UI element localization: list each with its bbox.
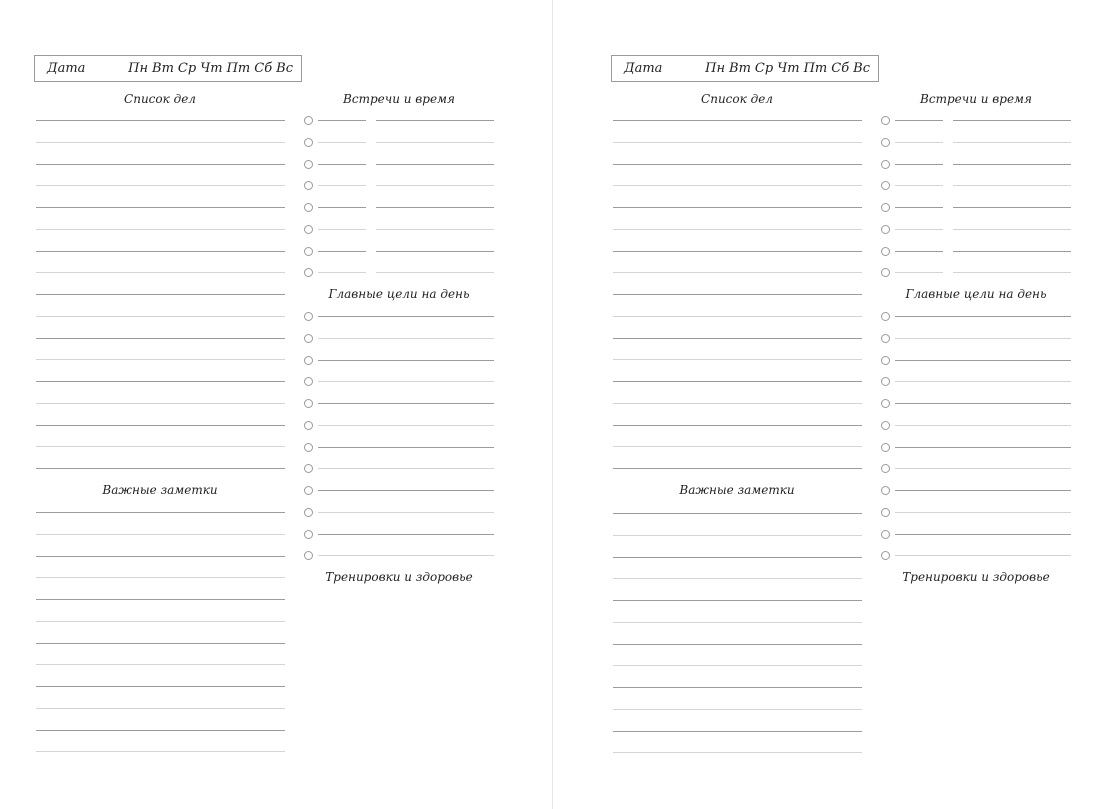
- notes-line[interactable]: [36, 686, 285, 687]
- planner-page-right: [577, 0, 1106, 809]
- goal-line[interactable]: [318, 447, 494, 448]
- todo-line[interactable]: [613, 425, 862, 426]
- goal-checkbox-icon[interactable]: [304, 486, 313, 495]
- weekday-wed[interactable]: Ср: [177, 61, 197, 76]
- goal-line[interactable]: [318, 403, 494, 404]
- notes-line[interactable]: [613, 687, 862, 688]
- meeting-time-line[interactable]: [318, 229, 366, 230]
- meeting-checkbox-icon[interactable]: [304, 116, 313, 125]
- date-box[interactable]: [611, 55, 879, 82]
- meeting-time-line[interactable]: [895, 164, 943, 165]
- meeting-event-line[interactable]: [376, 164, 494, 165]
- todo-line[interactable]: [613, 185, 862, 186]
- notes-line[interactable]: [613, 665, 862, 666]
- goal-checkbox-icon[interactable]: [304, 377, 313, 386]
- todo-line[interactable]: [36, 251, 285, 252]
- meeting-event-line[interactable]: [953, 185, 1071, 186]
- goal-line[interactable]: [895, 360, 1071, 361]
- todo-line[interactable]: [36, 272, 285, 273]
- goal-checkbox-icon[interactable]: [304, 530, 313, 539]
- meeting-time-line[interactable]: [895, 272, 943, 273]
- goal-line[interactable]: [895, 555, 1071, 556]
- todo-line[interactable]: [613, 164, 862, 165]
- date-label: Дата: [624, 61, 663, 76]
- weekday-mon[interactable]: Пн: [705, 61, 726, 76]
- meeting-checkbox-icon[interactable]: [304, 138, 313, 147]
- goal-checkbox-icon[interactable]: [304, 443, 313, 452]
- todo-line[interactable]: [613, 272, 862, 273]
- meeting-event-line[interactable]: [376, 272, 494, 273]
- meeting-event-line[interactable]: [376, 120, 494, 121]
- weekday-sat[interactable]: Сб: [831, 61, 850, 76]
- meeting-checkbox-icon[interactable]: [304, 247, 313, 256]
- goal-line[interactable]: [895, 534, 1071, 535]
- todo-line[interactable]: [613, 142, 862, 143]
- todo-line[interactable]: [613, 403, 862, 404]
- todo-line[interactable]: [613, 359, 862, 360]
- goal-checkbox-icon[interactable]: [304, 551, 313, 560]
- goal-checkbox-icon[interactable]: [881, 399, 890, 408]
- meeting-event-line[interactable]: [376, 142, 494, 143]
- meeting-checkbox-icon[interactable]: [881, 225, 890, 234]
- todo-line[interactable]: [613, 338, 862, 339]
- goal-line[interactable]: [318, 512, 494, 513]
- weekday-wed[interactable]: Ср: [754, 61, 774, 76]
- todo-line[interactable]: [613, 381, 862, 382]
- goal-line[interactable]: [318, 360, 494, 361]
- todo-line[interactable]: [36, 381, 285, 382]
- goal-line[interactable]: [318, 555, 494, 556]
- goal-line[interactable]: [895, 403, 1071, 404]
- goal-line[interactable]: [318, 468, 494, 469]
- weekday-selector: [128, 61, 293, 76]
- todo-line[interactable]: [36, 359, 285, 360]
- goal-checkbox-icon[interactable]: [881, 312, 890, 321]
- goal-line[interactable]: [895, 512, 1071, 513]
- goal-checkbox-icon[interactable]: [881, 551, 890, 560]
- weekday-fri[interactable]: Пт: [226, 61, 251, 76]
- todo-line[interactable]: [36, 294, 285, 295]
- notes-line[interactable]: [613, 557, 862, 558]
- goal-checkbox-icon[interactable]: [881, 421, 890, 430]
- goal-line[interactable]: [895, 468, 1071, 469]
- notes-line[interactable]: [613, 622, 862, 623]
- todo-line[interactable]: [36, 425, 285, 426]
- todo-line[interactable]: [613, 294, 862, 295]
- meeting-event-line[interactable]: [376, 229, 494, 230]
- notes-heading: Важные заметки: [679, 483, 795, 497]
- meeting-time-line[interactable]: [895, 229, 943, 230]
- training-heading: Тренировки и здоровье: [902, 570, 1050, 584]
- goal-checkbox-icon[interactable]: [304, 464, 313, 473]
- todo-heading: Список дел: [701, 92, 773, 106]
- date-box[interactable]: [34, 55, 302, 82]
- todo-line[interactable]: [613, 120, 862, 121]
- goal-line[interactable]: [895, 447, 1071, 448]
- notes-line[interactable]: [613, 600, 862, 601]
- notes-line[interactable]: [613, 709, 862, 710]
- notes-line[interactable]: [36, 577, 285, 578]
- notes-line[interactable]: [613, 731, 862, 732]
- meeting-time-line[interactable]: [895, 207, 943, 208]
- todo-line[interactable]: [36, 142, 285, 143]
- meeting-time-line[interactable]: [895, 142, 943, 143]
- goal-line[interactable]: [895, 338, 1071, 339]
- todo-line[interactable]: [613, 446, 862, 447]
- notes-line[interactable]: [36, 599, 285, 600]
- goal-checkbox-icon[interactable]: [881, 464, 890, 473]
- meeting-checkbox-icon[interactable]: [304, 268, 313, 277]
- goal-checkbox-icon[interactable]: [881, 530, 890, 539]
- goal-checkbox-icon[interactable]: [304, 421, 313, 430]
- meeting-event-line[interactable]: [376, 207, 494, 208]
- weekday-thu[interactable]: Чт: [777, 61, 800, 76]
- weekday-sun[interactable]: Вс: [853, 61, 870, 76]
- todo-heading: Список дел: [124, 92, 196, 106]
- goal-line[interactable]: [318, 381, 494, 382]
- meeting-checkbox-icon[interactable]: [304, 225, 313, 234]
- weekday-mon[interactable]: Пн: [128, 61, 149, 76]
- meeting-time-line[interactable]: [318, 120, 366, 121]
- meeting-event-line[interactable]: [953, 272, 1071, 273]
- goal-checkbox-icon[interactable]: [881, 508, 890, 517]
- meeting-checkbox-icon[interactable]: [304, 160, 313, 169]
- meeting-event-line[interactable]: [376, 251, 494, 252]
- meeting-time-line[interactable]: [318, 207, 366, 208]
- weekday-sat[interactable]: Сб: [254, 61, 273, 76]
- meeting-time-line[interactable]: [318, 251, 366, 252]
- todo-line[interactable]: [36, 316, 285, 317]
- notes-line[interactable]: [36, 534, 285, 535]
- weekday-tue[interactable]: Вт: [152, 61, 174, 76]
- meeting-time-line[interactable]: [318, 185, 366, 186]
- notes-line[interactable]: [613, 535, 862, 536]
- goal-line[interactable]: [318, 490, 494, 491]
- meeting-event-line[interactable]: [376, 185, 494, 186]
- weekday-selector: [705, 61, 870, 76]
- todo-line[interactable]: [613, 251, 862, 252]
- todo-line[interactable]: [613, 229, 862, 230]
- notes-line[interactable]: [36, 621, 285, 622]
- meeting-time-line[interactable]: [895, 120, 943, 121]
- goal-line[interactable]: [895, 316, 1071, 317]
- notes-line[interactable]: [36, 730, 285, 731]
- todo-line[interactable]: [36, 185, 285, 186]
- weekday-tue[interactable]: Вт: [729, 61, 751, 76]
- date-label: Дата: [47, 61, 86, 76]
- meeting-checkbox-icon[interactable]: [881, 247, 890, 256]
- meetings-heading: Встречи и время: [343, 92, 455, 106]
- goal-checkbox-icon[interactable]: [881, 486, 890, 495]
- goal-line[interactable]: [895, 381, 1071, 382]
- todo-line[interactable]: [36, 229, 285, 230]
- meeting-time-line[interactable]: [318, 142, 366, 143]
- meeting-event-line[interactable]: [953, 251, 1071, 252]
- meeting-time-line[interactable]: [895, 185, 943, 186]
- goal-checkbox-icon[interactable]: [881, 443, 890, 452]
- meeting-checkbox-icon[interactable]: [881, 116, 890, 125]
- meetings-heading: Встречи и время: [920, 92, 1032, 106]
- todo-line[interactable]: [613, 468, 862, 469]
- goal-checkbox-icon[interactable]: [881, 334, 890, 343]
- todo-line[interactable]: [36, 338, 285, 339]
- notes-line[interactable]: [36, 664, 285, 665]
- goal-line[interactable]: [318, 316, 494, 317]
- meeting-time-line[interactable]: [318, 272, 366, 273]
- goal-line[interactable]: [318, 425, 494, 426]
- goal-checkbox-icon[interactable]: [304, 356, 313, 365]
- weekday-thu[interactable]: Чт: [200, 61, 223, 76]
- todo-line[interactable]: [613, 316, 862, 317]
- meeting-event-line[interactable]: [953, 120, 1071, 121]
- meeting-checkbox-icon[interactable]: [881, 181, 890, 190]
- goal-line[interactable]: [318, 534, 494, 535]
- meeting-event-line[interactable]: [953, 164, 1071, 165]
- goals-heading: Главные цели на день: [328, 287, 470, 301]
- meeting-checkbox-icon[interactable]: [304, 181, 313, 190]
- notes-line[interactable]: [613, 752, 862, 753]
- goal-checkbox-icon[interactable]: [304, 399, 313, 408]
- meeting-checkbox-icon[interactable]: [881, 160, 890, 169]
- notes-line[interactable]: [36, 751, 285, 752]
- meeting-event-line[interactable]: [953, 142, 1071, 143]
- goal-line[interactable]: [895, 425, 1071, 426]
- todo-line[interactable]: [36, 468, 285, 469]
- training-heading: Тренировки и здоровье: [325, 570, 473, 584]
- meeting-checkbox-icon[interactable]: [304, 203, 313, 212]
- goal-checkbox-icon[interactable]: [304, 312, 313, 321]
- notes-line[interactable]: [613, 578, 862, 579]
- todo-line[interactable]: [36, 120, 285, 121]
- todo-line[interactable]: [36, 403, 285, 404]
- todo-line[interactable]: [613, 207, 862, 208]
- notes-line[interactable]: [613, 644, 862, 645]
- goal-checkbox-icon[interactable]: [881, 377, 890, 386]
- goal-checkbox-icon[interactable]: [304, 508, 313, 517]
- meeting-event-line[interactable]: [953, 207, 1071, 208]
- todo-line[interactable]: [36, 446, 285, 447]
- goal-line[interactable]: [318, 338, 494, 339]
- notes-line[interactable]: [36, 643, 285, 644]
- notes-line[interactable]: [36, 556, 285, 557]
- todo-line[interactable]: [36, 207, 285, 208]
- goal-checkbox-icon[interactable]: [304, 334, 313, 343]
- goal-checkbox-icon[interactable]: [881, 356, 890, 365]
- notes-line[interactable]: [613, 513, 862, 514]
- notes-line[interactable]: [36, 708, 285, 709]
- weekday-fri[interactable]: Пт: [803, 61, 828, 76]
- meeting-checkbox-icon[interactable]: [881, 138, 890, 147]
- notes-heading: Важные заметки: [102, 483, 218, 497]
- meeting-time-line[interactable]: [895, 251, 943, 252]
- meeting-event-line[interactable]: [953, 229, 1071, 230]
- weekday-sun[interactable]: Вс: [276, 61, 293, 76]
- notes-line[interactable]: [36, 512, 285, 513]
- meeting-time-line[interactable]: [318, 164, 366, 165]
- goals-heading: Главные цели на день: [905, 287, 1047, 301]
- todo-line[interactable]: [36, 164, 285, 165]
- goal-line[interactable]: [895, 490, 1071, 491]
- meeting-checkbox-icon[interactable]: [881, 268, 890, 277]
- meeting-checkbox-icon[interactable]: [881, 203, 890, 212]
